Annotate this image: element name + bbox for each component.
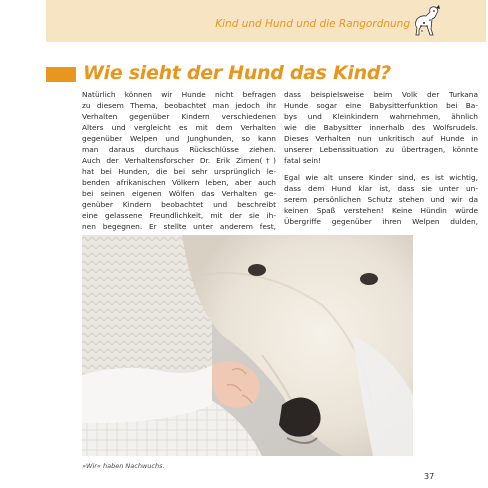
text-line: Hunde sogar eine Babysitterfunktion bei Ba-: [284, 101, 478, 110]
text-line: Übergriffe gegenüber ihren Welpen dulden,: [284, 217, 478, 226]
left-paragraph: [82, 89, 276, 232]
dalmatian-icon: [410, 3, 442, 39]
text-line: Alters und vergleicht es mit dem Verhalten: [82, 123, 276, 132]
right-paragraph-1: [284, 89, 478, 166]
text-line: fatal sein!: [284, 156, 322, 165]
text-line: hat bei Hunden, die bei sehr ursprünglich le-: [82, 167, 276, 176]
text-line: Verhalten gegenüber Kindern verschiedenen: [82, 112, 276, 121]
text-line: Auch der Verhaltensforscher Dr. Erik Zimen(†): [82, 156, 276, 165]
text-line: bys und Kleinkindern wahrnehmen, ähnlich: [284, 112, 478, 121]
text-line: serem persönlichen Schutz stehen und wir da: [284, 195, 478, 204]
left-text-column: [82, 89, 276, 238]
text-line: nen begegnen. Er stellte unter anderem fest,: [82, 222, 276, 231]
text-line: Natürlich können wir Hunde nicht befragen: [82, 90, 276, 99]
text-line: dass beispielsweise beim Volk der Turkana: [284, 90, 478, 99]
text-line: genüber Kindern beobachtet und beschreibt: [82, 200, 276, 209]
text-line: man daraus durchaus Rückschlüsse ziehen.: [82, 145, 276, 154]
text-line: benden afrikanischen Völkern leben, aber auch: [82, 178, 276, 187]
chapter-title: Kind und Hund und die Rangordnung: [215, 18, 410, 30]
text-line: gegenüber Welpen und Junghunden, so kann: [82, 134, 276, 143]
text-line: zu diesem Thema, beobachtet man jedoch ihr: [82, 101, 276, 110]
text-line: Egal wie alt unsere Kinder sind, es ist wichtig,: [284, 173, 478, 182]
text-line: keinen Spaß verstehen! Keine Hündin würde: [284, 206, 478, 215]
photo-caption: »Wir« haben Nachwuchs.: [82, 462, 165, 470]
text-line: wie die Babysitter innerhalb des Wolfsrudels.: [284, 123, 478, 132]
heading-marker: [46, 67, 76, 82]
right-text-column: [284, 89, 478, 233]
page-number: 37: [424, 472, 435, 481]
right-paragraph-2: [284, 172, 478, 227]
text-line: bei seinen eigenen Wölfen das Verhalten ge-: [82, 189, 276, 198]
text-line: dass dem Hund klar ist, dass sie unter un-: [284, 184, 478, 193]
dog-and-baby-photo: [82, 235, 413, 456]
text-line: unserer Lebenssituation zu übertragen, könnte: [284, 145, 478, 154]
text-line: Dieses Verhalten nun unkritisch auf Hunde in: [284, 134, 478, 143]
article-heading: Wie sieht der Hund das Kind?: [83, 62, 391, 84]
text-line: eine gelassene Freundlichkeit, mit der sie ih-: [82, 211, 276, 220]
